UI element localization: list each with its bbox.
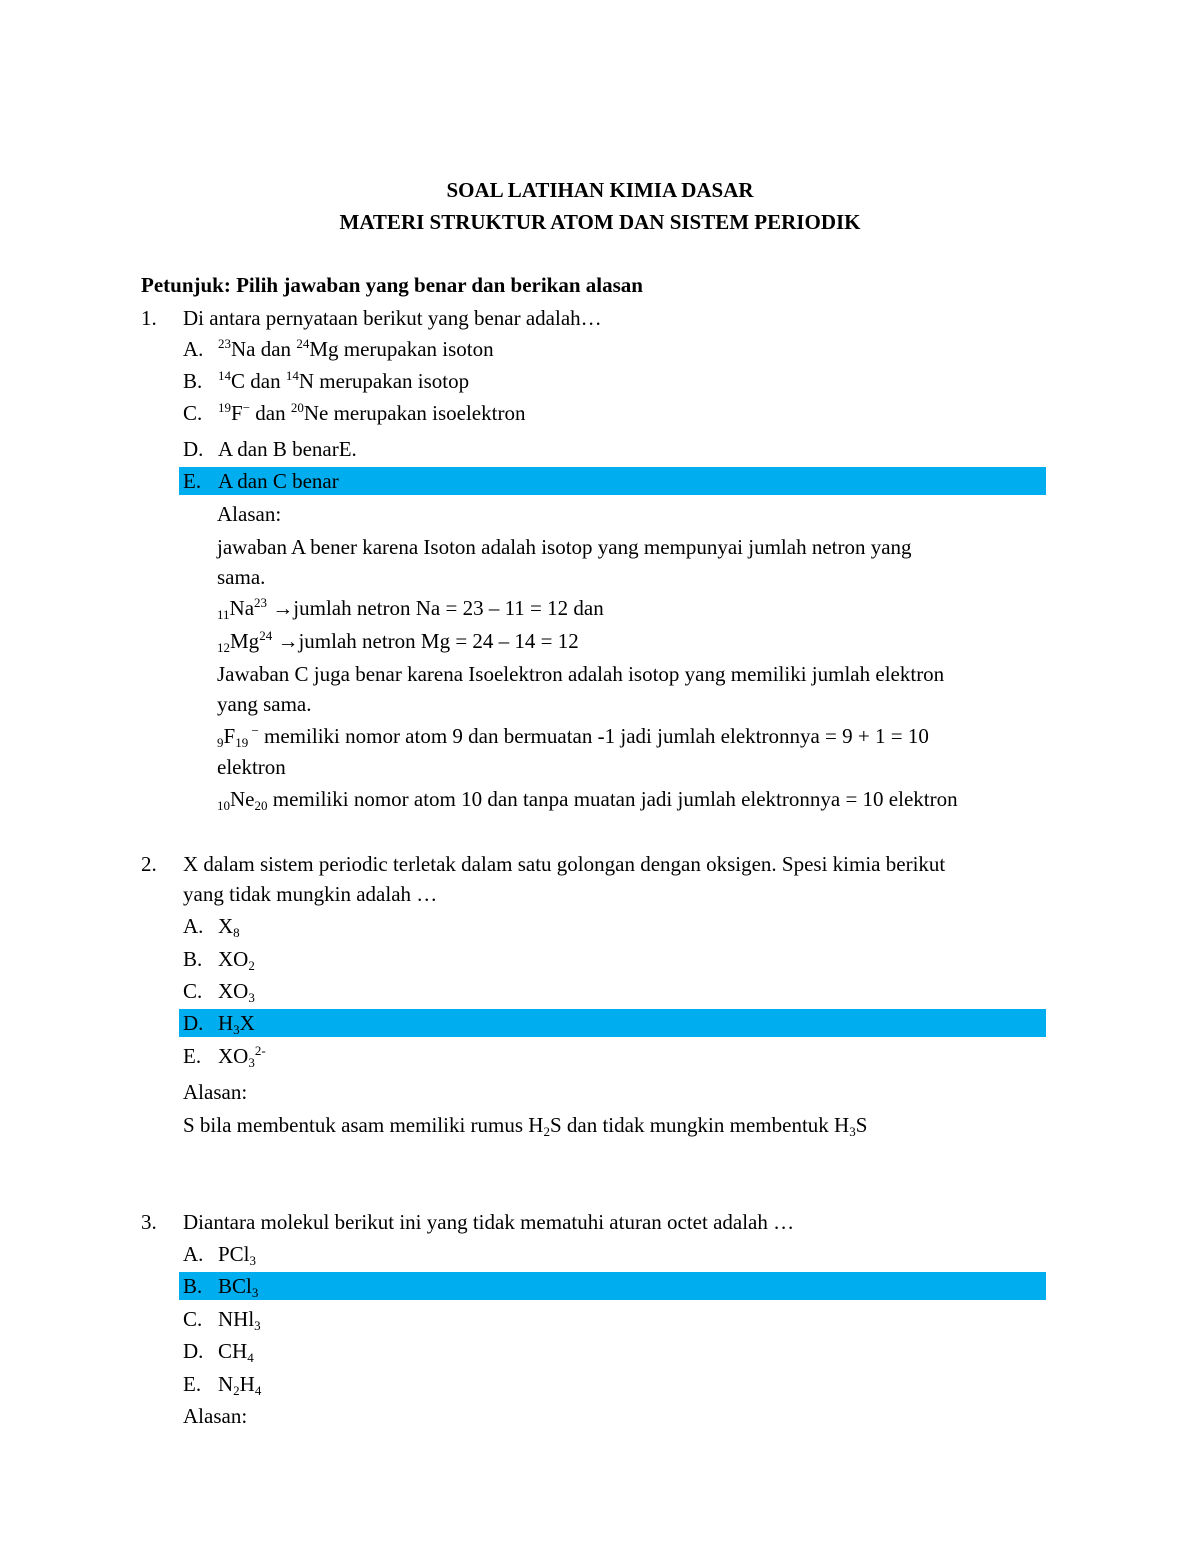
instruction: Petunjuk: Pilih jawaban yang benar dan berikan alasan — [141, 273, 643, 297]
q2-option-b: B. $XO_2$ — [183, 947, 255, 973]
q1-option-a: A. $^{23}$Na dan $^{24}$Mg merupakan isoton — [183, 336, 494, 361]
q2-reason-label: Alasan: — [183, 1080, 248, 1104]
q3-option-b: B. BCl$_3$ — [183, 1274, 259, 1300]
q3-option-a: A. PCl$_3$ — [183, 1242, 257, 1268]
q1-reason-line: sama. — [217, 565, 266, 589]
q3-option-e: E. $N_2H_4$ — [183, 1372, 262, 1398]
q1-option-c: C. $^{19}$F− dan $^{20}$Ne merupakan isoelektron — [183, 400, 526, 425]
q1-question: Di antara pernyataan berikut yang benar adalah… — [183, 306, 602, 330]
q1-reason-line: jawaban A bener karena Isoton adalah isotop yang mempunyai jumlah netron yang — [217, 535, 912, 559]
q1-reason-mg: $_{12}Mg^{24}$ →jumlah netron Mg = 24 – 14 = 12 — [217, 628, 579, 655]
q1-reason-line: elektron — [217, 755, 286, 779]
q2-option-d: D. $H_3X$ — [183, 1011, 255, 1037]
q1-reason-line: yang sama. — [217, 692, 312, 716]
q1-reason-na: $_{11}Na^{23}$ →jumlah netron Na = 23 – 11 = 12 dan — [217, 595, 604, 622]
q1-option-e: E. A dan C benar — [183, 469, 339, 493]
q2-option-e: E. $XO_3^{2-}$ — [183, 1043, 266, 1070]
q1-option-d: D. A dan B benarE. — [183, 437, 357, 461]
q3-option-c: C. NHl$_3$ — [183, 1307, 261, 1333]
q2-option-a: A. $X_8$ — [183, 914, 240, 940]
q1-option-b: B. $^{14}$C dan $^{14}$N merupakan isotop — [183, 368, 470, 393]
q3-option-d: D. $CH_4$ — [183, 1339, 254, 1365]
q1-reason-line: Jawaban C juga benar karena Isoelektron adalah isotop yang memiliki jumlah elektron — [217, 662, 945, 686]
q3-number: 3. — [141, 1210, 157, 1234]
q1-reason-ne: $_{10}Ne_{20}$ memiliki nomor atom 10 dan tanpa muatan jadi jumlah elektronnya = 10 elektron — [217, 787, 958, 813]
q1-reason-f: $_9F_{19}$ − memiliki nomor atom 9 dan bermuatan -1 jadi jumlah elektronnya = 9 + 1 = 10 — [217, 723, 929, 750]
q1-reason-label: Alasan: — [217, 502, 282, 526]
document-subtitle: MATERI STRUKTUR ATOM DAN SISTEM PERIODIK — [339, 210, 861, 234]
q2-answer-highlight — [179, 1009, 1046, 1037]
q3-answer-highlight — [179, 1272, 1046, 1300]
q3-question: Diantara molekul berikut ini yang tidak mematuhi aturan octet adalah … — [183, 1210, 795, 1234]
q2-number: 2. — [141, 852, 157, 876]
q3-reason-label: Alasan: — [183, 1404, 248, 1428]
q2-question: yang tidak mungkin adalah … — [183, 882, 438, 906]
q2-question: X dalam sistem periodic terletak dalam satu golongan dengan oksigen. Spesi kimia berikut — [183, 852, 946, 876]
q2-option-c: C. $XO_3$ — [183, 979, 255, 1005]
document-title: SOAL LATIHAN KIMIA DASAR — [446, 178, 754, 202]
q1-number: 1. — [141, 306, 157, 330]
q2-reason-line: S bila membentuk asam memiliki rumus $H_2S$ dan tidak mungkin membentuk $H_3S$ — [183, 1113, 868, 1139]
